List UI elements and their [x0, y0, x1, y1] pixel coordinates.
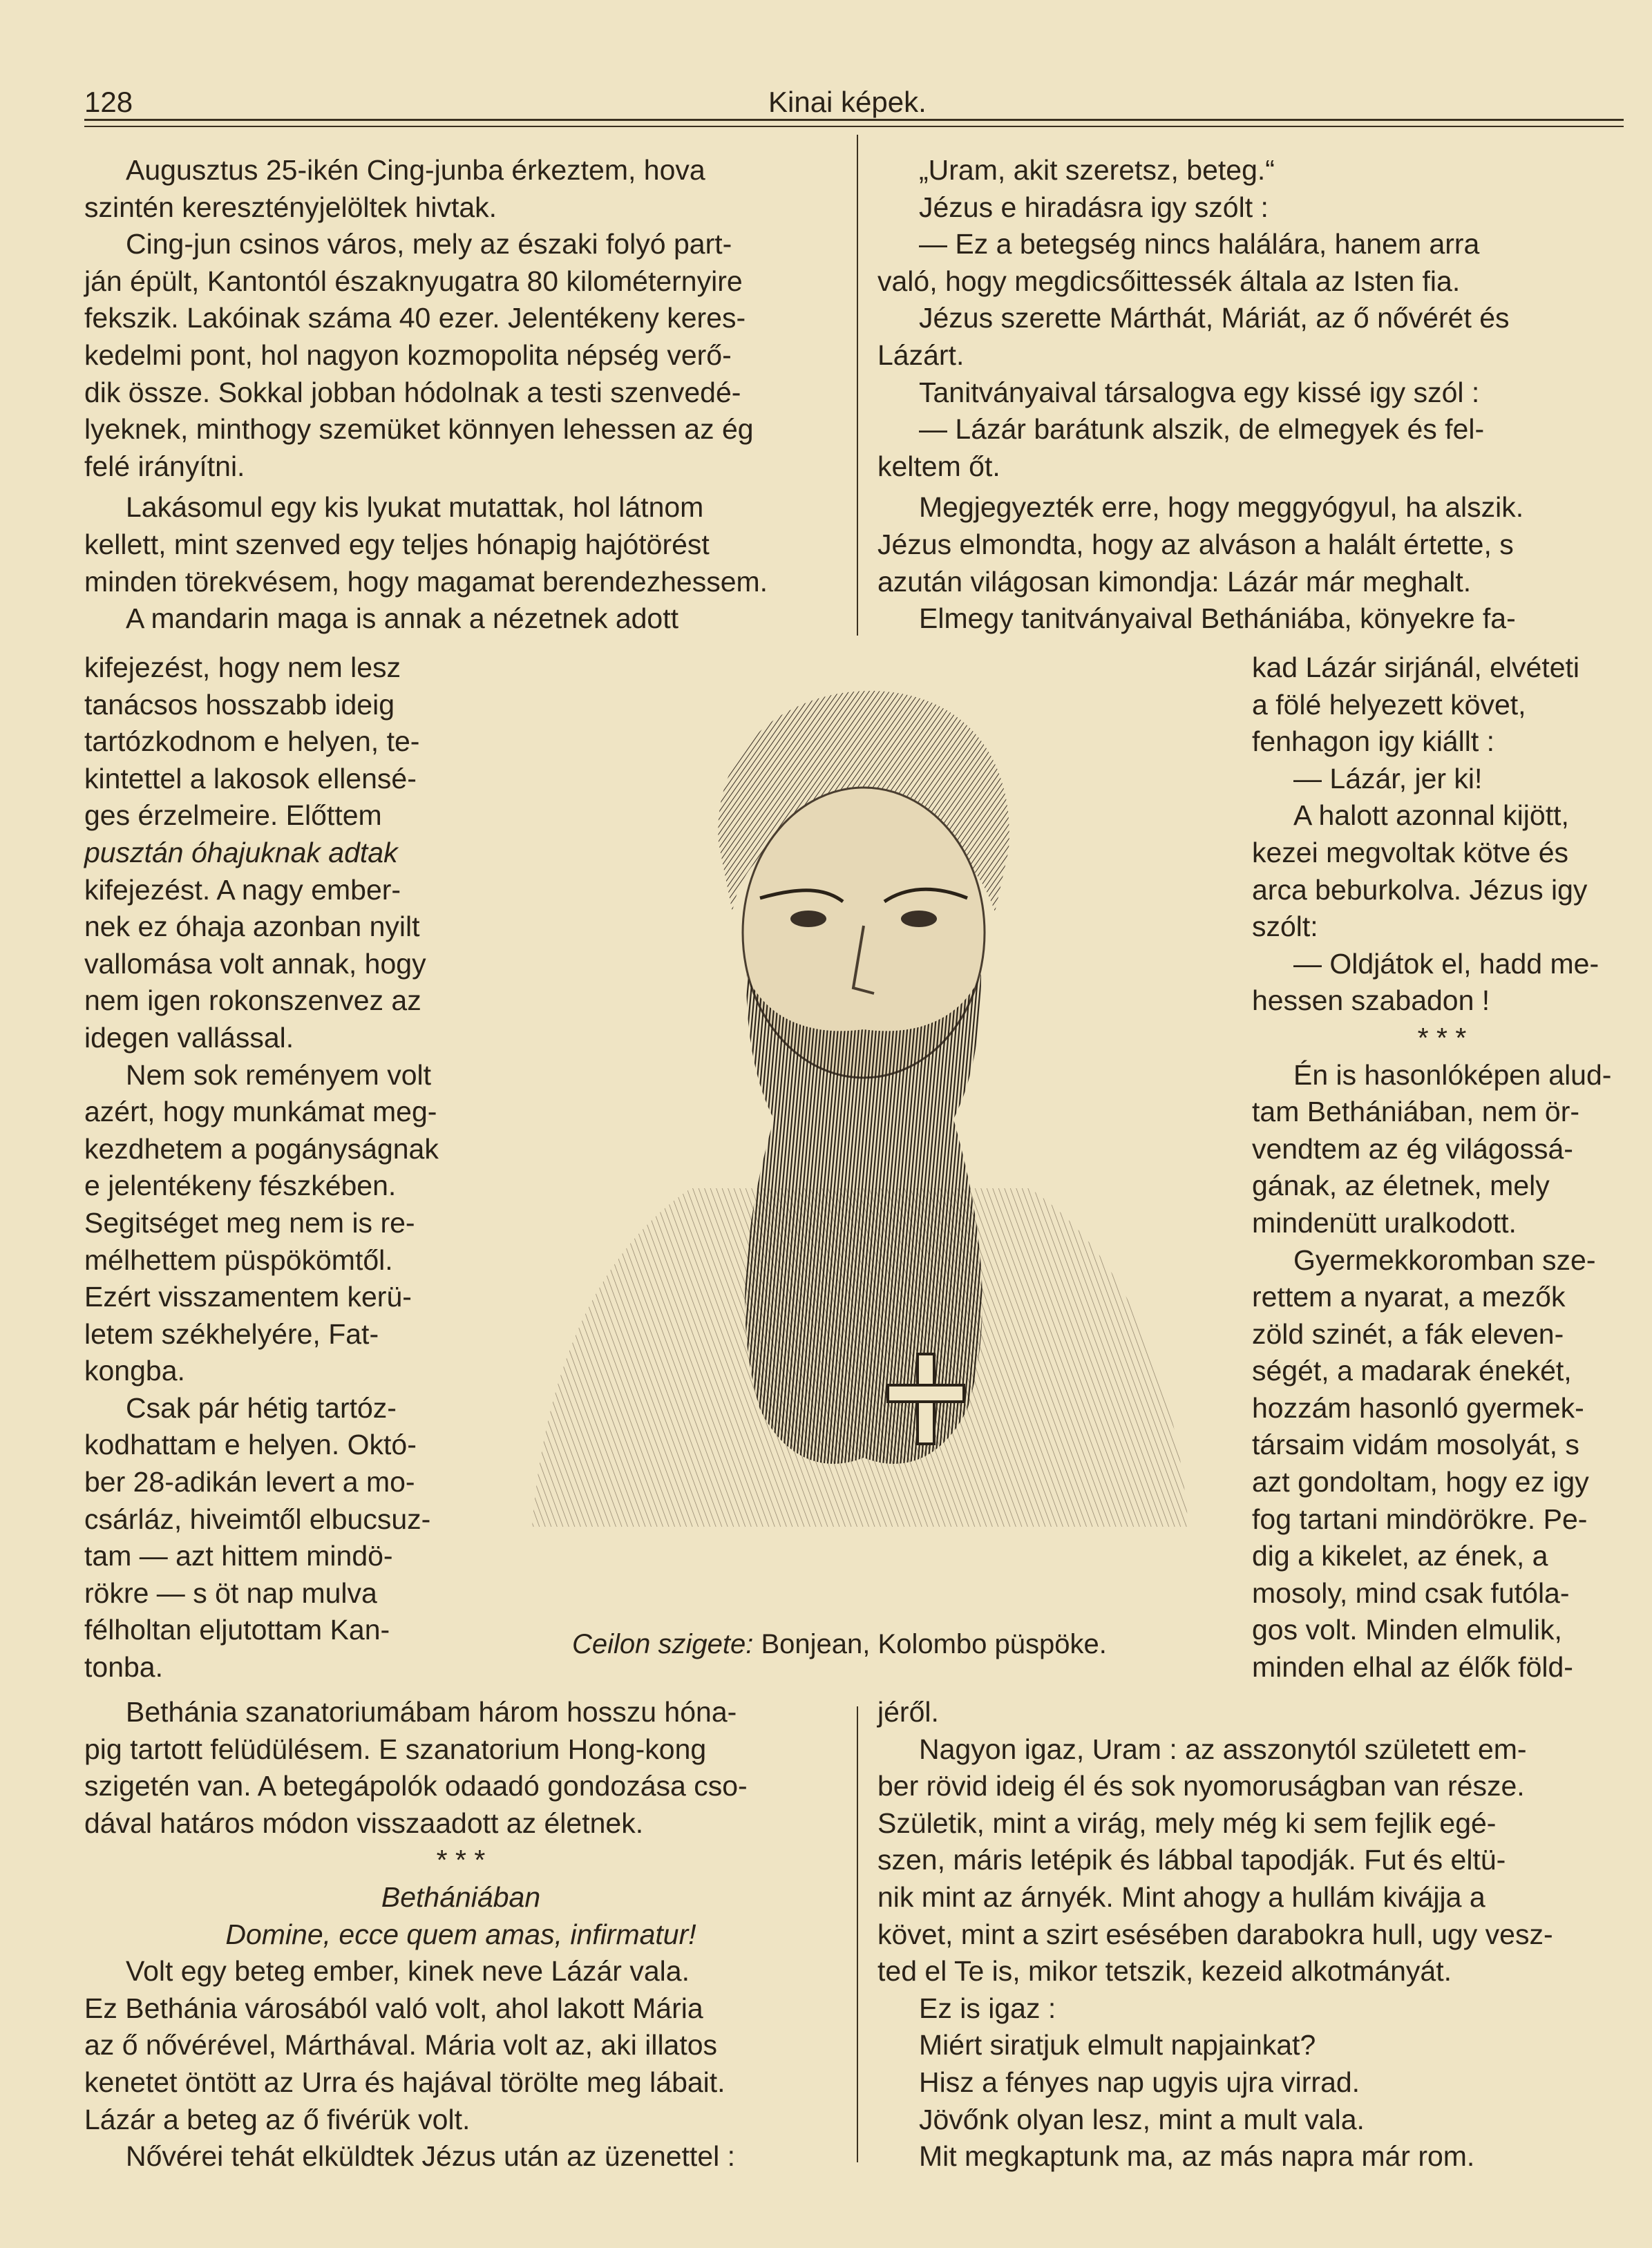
text-line: Gyermekkoromban sze- — [1293, 1244, 1596, 1276]
text-line: minden elhal az élők föld- — [1252, 1651, 1573, 1684]
caption-text: Bonjean, Kolombo püspöke. — [761, 1629, 1107, 1659]
text-line: csárláz, hiveimtől elbucsuz- — [84, 1503, 431, 1535]
paragraph: kellett, mint szenved egy teljes hónapig hajótörést — [84, 528, 710, 560]
paragraph: ted el Te is, mikor tetszik, kezeid alkotmányát. — [877, 1955, 1452, 1988]
column-divider-lower — [857, 1706, 858, 2162]
paragraph: Elmegy tanitványaival Bethániába, könyekre fa- — [919, 602, 1516, 635]
paragraph: Jézus e hiradásra igy szólt : — [919, 191, 1269, 223]
paragraph: Augusztus 25-ikén Cing-junba érkeztem, hova — [126, 154, 705, 186]
epigraph: Domine, ecce quem amas, infirmatur! — [225, 1918, 696, 1950]
text-line: Csak pár hétig tartóz- — [126, 1391, 397, 1424]
text-line: gos volt. Minden elmulik, — [1252, 1614, 1562, 1646]
section-title: Bethániában — [381, 1880, 541, 1913]
text-line: kongba. — [84, 1355, 185, 1387]
text-line: vallomása volt annak, hogy — [84, 947, 426, 980]
paragraph: keltem őt. — [877, 450, 1000, 482]
paragraph: Nagyon igaz, Uram : az asszonytól született em- — [919, 1733, 1527, 1765]
text-line: társaim vidám mosolyát, s — [1252, 1429, 1579, 1461]
paragraph: fekszik. Lakóinak száma 40 ezer. Jelentékeny keres- — [84, 302, 746, 334]
text-line: Ezért visszamentem kerü- — [84, 1281, 412, 1313]
text-line: azért, hogy munkámat meg- — [84, 1096, 437, 1128]
paragraph: Bethánia szanatoriumábam három hosszu hóna- — [126, 1696, 737, 1728]
text-line: kifejezést. A nagy ember- — [84, 873, 401, 906]
paragraph: való, hogy megdicsőittessék általa az Isten fia. — [877, 265, 1461, 297]
paragraph: jéről. — [877, 1696, 939, 1728]
paragraph: Volt egy beteg ember, kinek neve Lázár vala. — [126, 1955, 690, 1988]
header-rule-bottom — [84, 126, 1624, 127]
text-line: fenhagon igy kiállt : — [1252, 725, 1495, 758]
paragraph: — Ez a betegség nincs halálára, hanem arra — [919, 228, 1480, 260]
running-title: Kinai képek. — [768, 86, 927, 118]
poem-intro: Ez is igaz : — [919, 1992, 1056, 2024]
paragraph: dával határos módon visszaadott az életnek. — [84, 1807, 644, 1839]
left-column-top — [84, 152, 837, 638]
paragraph: dik össze. Sokkal jobban hódolnak a testi szenvedé- — [84, 376, 741, 408]
right-column-narrow — [1252, 649, 1632, 1686]
paragraph: „Uram, akit szeretsz, beteg.“ — [919, 154, 1275, 186]
section-divider-asterisks: * * * — [436, 1844, 486, 1876]
text-line: tam Bethániában, nem ör- — [1252, 1096, 1580, 1128]
paragraph: Lakásomul egy kis lyukat mutattak, hol látnom — [126, 491, 704, 524]
text-line: azt gondoltam, hogy ez igy — [1252, 1466, 1589, 1498]
paragraph: Születik, mint a virág, mely még ki sem fejlik egé- — [877, 1807, 1497, 1839]
text-line: tam — azt hittem mindö- — [84, 1540, 393, 1572]
text-line: félholtan eljutottam Kan- — [84, 1614, 390, 1646]
paragraph: pig tartott felüdülésem. E szanatorium Hong-kong — [84, 1733, 707, 1765]
text-line: gának, az életnek, mely — [1252, 1170, 1550, 1202]
left-column-narrow — [84, 649, 471, 1686]
right-column-bottom — [877, 1694, 1631, 2175]
left-column-bottom — [84, 1694, 837, 2175]
text-line: nem igen rokonszenvez az — [84, 984, 421, 1017]
paragraph: szen, máris letépik és lábbal tapodják. Fut és eltü- — [877, 1844, 1506, 1876]
paragraph: Megjegyezték erre, hogy meggyógyul, ha alszik. — [919, 491, 1524, 524]
text-line: Segitséget meg nem is re- — [84, 1206, 415, 1239]
text-line: idegen vallással. — [84, 1021, 294, 1054]
paragraph: minden törekvésem, hogy magamat berendezhessem. — [84, 565, 768, 598]
header-rule-top — [84, 119, 1624, 121]
poem-line: Jövőnk olyan lesz, mint a mult vala. — [919, 2103, 1365, 2135]
text-line: — Oldjátok el, hadd me- — [1293, 947, 1599, 980]
paragraph: az ő nővérével, Márthával. Mária volt az, aki illatos — [84, 2029, 718, 2061]
caption-place: Ceilon szigete: — [572, 1629, 754, 1659]
paragraph: Lázárt. — [877, 339, 965, 371]
portrait-caption — [572, 1629, 1107, 1660]
text-line: Én is hasonlóképen alud- — [1293, 1058, 1612, 1091]
text-line: hessen szabadon ! — [1252, 984, 1490, 1017]
poem-line: Mit megkaptunk ma, az más napra már rom. — [919, 2140, 1475, 2173]
paragraph: — Lázár barátunk alszik, de elmegyek és fel- — [919, 413, 1485, 446]
text-line: fog tartani mindörökre. Pe- — [1252, 1503, 1588, 1535]
section-divider-asterisks: * * * — [1417, 1021, 1467, 1054]
paragraph: A mandarin maga is annak a nézetnek adott — [126, 602, 679, 635]
paragraph: szintén keresztényjelöltek hivtak. — [84, 191, 497, 223]
text-line: ségét, a madarak énekét, — [1252, 1355, 1572, 1387]
text-line: ber 28-adikán levert a mo- — [84, 1466, 415, 1498]
paragraph: lyeknek, minthogy szemüket könnyen lehessen az ég — [84, 413, 754, 446]
paragraph: Jézus szerette Márthát, Máriát, az ő nővérét és — [919, 302, 1510, 334]
right-column-top — [877, 152, 1631, 638]
paragraph: követ, mint a szirt esésében darabokra hull, ugy vesz- — [877, 1918, 1553, 1950]
text-line: nek ez óhaja azonban nyilt — [84, 911, 420, 943]
text-line: hozzám hasonló gyermek- — [1252, 1391, 1584, 1424]
text-line: kodhattam e helyen. Októ- — [84, 1429, 417, 1461]
text-line: arca beburkolva. Jézus igy — [1252, 873, 1588, 906]
text-line: tanácsos hosszabb ideig — [84, 688, 395, 721]
text-line: tartózkodnom e helyen, te- — [84, 725, 420, 758]
text-line: vendtem az ég világossá- — [1252, 1132, 1573, 1165]
text-line: A halott azonnal kijött, — [1293, 799, 1569, 832]
poem-line: Hisz a fényes nap ugyis ujra virrad. — [919, 2066, 1360, 2098]
text-line: tonba. — [84, 1651, 163, 1684]
poem-line: Miért siratjuk elmult napjainkat? — [919, 2029, 1316, 2061]
paragraph: ján épült, Kantontól északnyugatra 80 kilométernyire — [84, 265, 743, 297]
text-line: e jelentékeny fészkében. — [84, 1170, 397, 1202]
text-line: mindenütt uralkodott. — [1252, 1206, 1517, 1239]
paragraph: szigetén van. A betegápolók odaadó gondozása cso- — [84, 1770, 748, 1802]
text-line: kad Lázár sirjánál, elvéteti — [1252, 651, 1580, 683]
text-line: kezdhetem a pogányságnak — [84, 1132, 439, 1165]
paragraph: azután világosan kimondja: Lázár már meghalt. — [877, 565, 1472, 598]
paragraph: kenetet öntött az Urra és hajával törölte meg lábait. — [84, 2066, 725, 2098]
text-line: rökre — s öt nap mulva — [84, 1577, 377, 1609]
text-line: — Lázár, jer ki! — [1293, 762, 1483, 794]
text-line: kifejezést, hogy nem lesz — [84, 651, 401, 683]
text-line: mélhettem püspökömtől. — [84, 1244, 393, 1276]
text-line: zöld szinét, a fák eleven- — [1252, 1317, 1564, 1350]
paragraph: Lázár a beteg az ő fivérük volt. — [84, 2103, 471, 2135]
text-line: letem székhelyére, Fat- — [84, 1317, 379, 1350]
text-line: kezei megvoltak kötve és — [1252, 836, 1569, 868]
text-line: szólt: — [1252, 911, 1318, 943]
paragraph: Cing-jun csinos város, mely az északi folyó part- — [126, 228, 732, 260]
paragraph: nik mint az árnyék. Mint ahogy a hullám kivájja a — [877, 1880, 1485, 1913]
paragraph: Nővérei tehát elküldtek Jézus után az üzenettel : — [126, 2140, 736, 2173]
column-divider — [857, 135, 858, 636]
text-line: Nem sok reményem volt — [126, 1058, 432, 1091]
paragraph: Tanitványaival társalogva egy kissé igy szól : — [919, 376, 1480, 408]
bishop-portrait-engraving — [484, 663, 1237, 1630]
text-line: a fölé helyezett követ, — [1252, 688, 1526, 721]
text-line: mosoly, mind csak futóla- — [1252, 1577, 1570, 1609]
paragraph: ber rövid ideig él és sok nyomoruságban van része. — [877, 1770, 1525, 1802]
text-line: kintettel a lakosok ellensé- — [84, 762, 417, 794]
page-number: 128 — [84, 86, 133, 118]
paragraph: kedelmi pont, hol nagyon kozmopolita népség verő- — [84, 339, 732, 371]
text-line: ges érzelmeire. Előttem — [84, 799, 382, 832]
text-line: dig a kikelet, az ének, a — [1252, 1540, 1548, 1572]
text-line: pusztán óhajuknak adtak — [84, 836, 398, 868]
paragraph: Ez Bethánia városából való volt, ahol lakott Mária — [84, 1992, 703, 2024]
text-line: rettem a nyarat, a mezők — [1252, 1281, 1566, 1313]
paragraph: felé irányítni. — [84, 450, 245, 482]
paragraph: Jézus elmondta, hogy az alváson a halált értette, s — [877, 528, 1514, 560]
